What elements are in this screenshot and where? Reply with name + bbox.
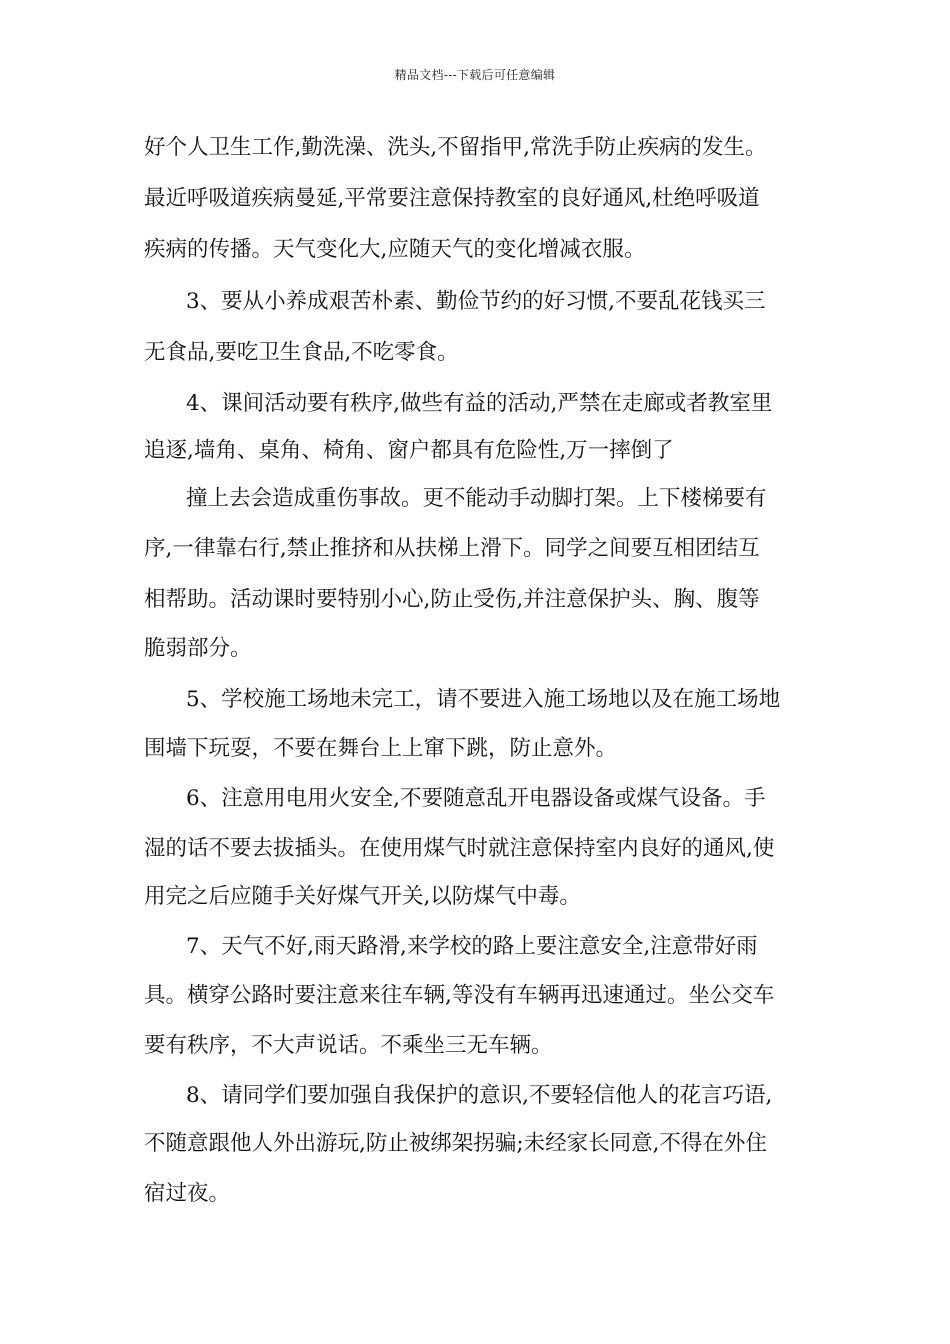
text-line: 7、天气不好,雨天路滑,来学校的路上要注意安全,注意带好雨 bbox=[186, 934, 758, 959]
text-line: 最近呼吸道疾病曼延,平常要注意保持教室的良好通风,杜绝呼吸道 bbox=[144, 186, 760, 211]
text-line: 要有秩序，不大声说话。不乘坐三无车辆。 bbox=[144, 1033, 553, 1058]
text-line: 无食品,要吃卫生食品,不吃零食。 bbox=[144, 340, 459, 365]
text-line: 6、注意用电用火安全,不要随意乱开电器设备或煤气设备。手 bbox=[186, 786, 766, 811]
text-line: 相帮助。活动课时要特别小心,防止受伤,并注意保护头、胸、腹等 bbox=[144, 587, 760, 612]
text-line: 好个人卫生工作,勤洗澡、洗头,不留指甲,常洗手防止疾病的发生。 bbox=[144, 135, 767, 160]
text-line: 4、课间活动要有秩序,做些有益的活动,严禁在走廊或者教室里 bbox=[186, 391, 773, 416]
text-line: 用完之后应随手关好煤气开关,以防煤气中毒。 bbox=[144, 884, 581, 909]
text-line: 3、要从小养成艰苦朴素、勤俭节约的好习惯,不要乱花钱买三 bbox=[186, 289, 766, 314]
text-line: 疾病的传播。天气变化大,应随天气的变化增减衣服。 bbox=[144, 237, 646, 262]
text-line: 具。横穿公路时要注意来往车辆,等没有车辆再迅速通过。坐公交车 bbox=[144, 983, 775, 1008]
text-line: 5、学校施工场地未完工，请不要进入施工场地以及在施工场地 bbox=[186, 687, 781, 712]
text-line: 湿的话不要去拔插头。在使用煤气时就注意保持室内良好的通风,使 bbox=[144, 836, 775, 861]
text-line: 围墙下玩耍，不要在舞台上上窜下跳，防止意外。 bbox=[144, 736, 618, 761]
text-line: 追逐,墙角、桌角、椅角、窗户都具有危险性,万一摔倒了 bbox=[144, 438, 674, 463]
text-line: 脆弱部分。 bbox=[144, 636, 252, 661]
page-header: 精品文档---下载后可任意编辑 bbox=[394, 68, 556, 82]
text-line: 宿过夜。 bbox=[144, 1181, 231, 1206]
text-line: 序,一律靠右行,禁止推挤和从扶梯上滑下。同学之间要互相团结互 bbox=[144, 536, 760, 561]
text-line: 不随意跟他人外出游玩,防止被绑架拐骗;未经家长同意,不得在外住 bbox=[144, 1131, 767, 1156]
text-line: 撞上去会造成重伤事故。更不能动手动脚打架。上下楼梯要有 bbox=[186, 486, 767, 511]
text-line: 8、请同学们要加强自我保护的意识,不要轻信他人的花言巧语, bbox=[186, 1083, 773, 1108]
